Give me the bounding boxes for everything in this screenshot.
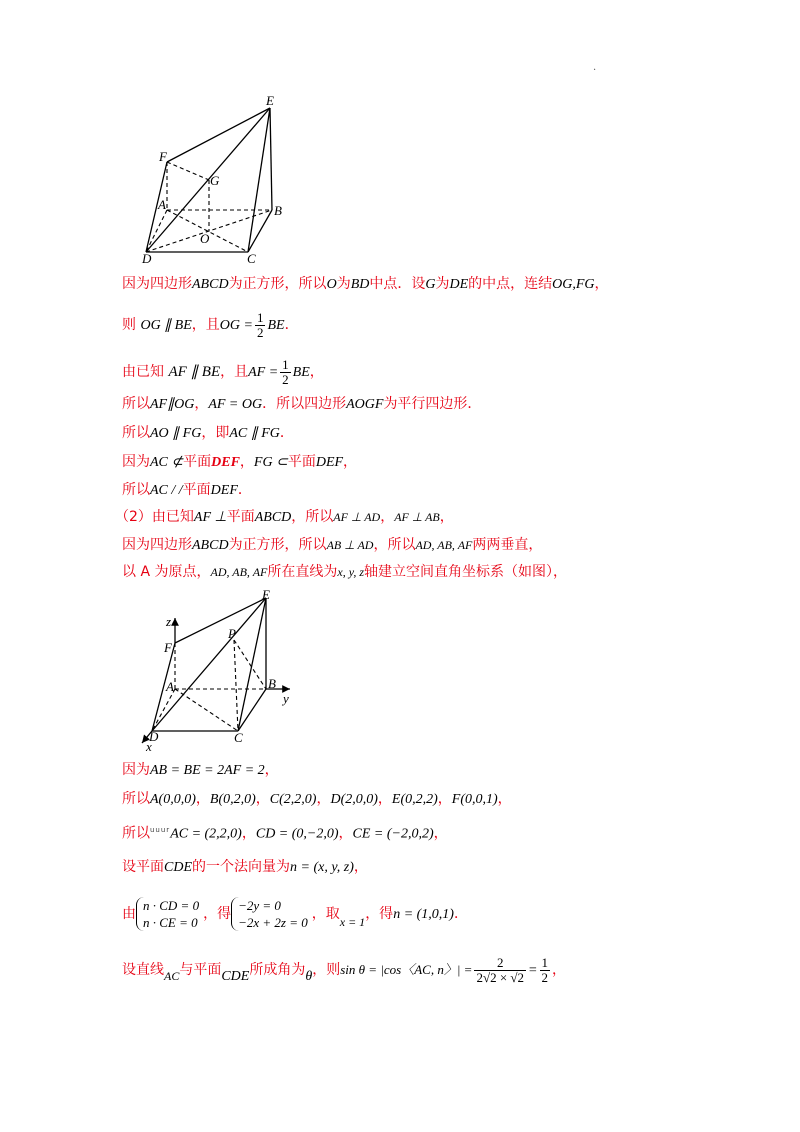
math: = — [528, 963, 538, 978]
text: ． — [279, 425, 294, 441]
text: 设直线 — [122, 962, 164, 978]
text: ， — [343, 454, 358, 470]
math: AO ∥ FG — [150, 426, 202, 441]
math: x = 1 — [339, 915, 366, 929]
text: 为平行四边形． — [383, 396, 482, 412]
figure-prism-1 — [130, 95, 300, 274]
text: 的中点，连结 — [468, 276, 553, 292]
math: E(0,2,2) — [391, 792, 438, 807]
math: AF ∥ BE — [168, 364, 221, 380]
math: AF ⊥ AD — [333, 510, 381, 524]
label-a: A — [158, 197, 166, 212]
text: 为 — [336, 276, 351, 292]
math: ABCD — [192, 277, 229, 292]
text: ， — [309, 364, 324, 380]
text: 两两垂直， — [472, 537, 543, 553]
text: ，得 — [365, 906, 394, 922]
text: 所以 — [122, 425, 150, 441]
text-line-14 — [122, 857, 368, 878]
label-f: F — [164, 640, 172, 655]
prism-diagram-2 — [130, 588, 320, 753]
math: O — [326, 277, 337, 292]
text: 因为四边形 — [122, 537, 192, 553]
math: C(2,2,0) — [269, 792, 317, 807]
text: ， — [380, 509, 395, 525]
text: 由已知 — [122, 364, 164, 380]
text: ．所以四边形 — [262, 396, 347, 412]
math: A(0,0,0) — [150, 792, 196, 807]
text: ， — [316, 791, 331, 807]
text: 所在直线为 — [267, 564, 338, 580]
text: 平面 — [287, 454, 316, 470]
math: DEF — [315, 455, 344, 470]
label-p: P — [228, 626, 236, 641]
text: ， — [377, 791, 392, 807]
math-bold: DEF — [211, 455, 240, 470]
fraction: $\frac{1}{2}$ — [256, 309, 264, 340]
math: AC ∥ FG — [229, 426, 280, 441]
text: 与平面 — [179, 962, 222, 978]
math: BD — [350, 277, 370, 292]
math: OG = — [219, 318, 253, 333]
text-line-7 — [122, 480, 252, 501]
text-line-5 — [122, 423, 294, 444]
math: AF = — [248, 365, 279, 380]
label-o: O — [200, 231, 210, 246]
text: ， — [255, 791, 270, 807]
math: CE = (−2,0,2) — [352, 826, 434, 842]
text: 所以 — [122, 482, 150, 498]
text: 由 — [122, 906, 136, 922]
math: OG,FG — [552, 277, 595, 292]
math: CDE — [164, 860, 192, 875]
text: ， — [194, 396, 209, 412]
text: ，且 — [220, 364, 249, 380]
text-line-8 — [115, 507, 454, 528]
text: ，即 — [201, 425, 230, 441]
text: 为正方形，所以 — [228, 537, 327, 553]
fraction: $\frac{1}{2}$ — [541, 954, 548, 985]
equation-system-2: −2y = 0 −2x + 2z = 0 — [231, 897, 312, 931]
text-line-9 — [122, 535, 542, 556]
text: 因为 — [122, 454, 150, 470]
text: 因为四边形 — [122, 276, 192, 292]
text: ． — [284, 317, 299, 333]
text: 平面 — [183, 454, 212, 470]
math: n = (x, y, z) — [290, 860, 354, 875]
text-line-6 — [122, 452, 357, 473]
label-b: B — [274, 203, 282, 218]
math: BE — [267, 318, 285, 333]
math: CDE — [221, 969, 250, 984]
axis-label-x: x — [146, 739, 152, 754]
text: ，取 — [311, 906, 340, 922]
text: 所以 — [122, 791, 150, 807]
math: CD = (0,−2,0) — [255, 826, 339, 842]
text: 平面 — [182, 482, 211, 498]
text: 为 — [435, 276, 450, 292]
text: 轴建立空间直角坐标系（如图）， — [364, 564, 568, 580]
math: BE — [292, 365, 310, 380]
math: AF∥OG — [150, 397, 195, 412]
text: ， — [552, 962, 566, 978]
math: AB = BE = 2AF = 2 — [150, 763, 265, 778]
label-e: E — [262, 587, 270, 602]
text: 平面 — [226, 509, 255, 525]
text-line-12 — [122, 789, 512, 810]
label-d: D — [149, 729, 159, 744]
math: n = (1,0,1) — [393, 907, 454, 922]
text: 设平面 — [122, 859, 164, 875]
axis-label-z: z — [166, 614, 172, 629]
text-line-13 — [122, 820, 448, 845]
prism-diagram-1 — [130, 95, 300, 270]
label-c: C — [247, 251, 256, 266]
label-g: G — [210, 173, 220, 188]
label-d: D — [142, 251, 152, 266]
text: ， — [594, 276, 609, 292]
math: x, y, z — [337, 565, 365, 579]
label-b: B — [268, 676, 276, 691]
text: ，得 — [203, 906, 232, 922]
math: ABCD — [254, 510, 292, 525]
page-dot: . — [593, 62, 597, 73]
label-a: A — [166, 679, 174, 694]
math: B(0,2,0) — [209, 792, 256, 807]
text: 的一个法向量为 — [192, 859, 290, 875]
text: ， — [437, 791, 452, 807]
text: ， — [195, 791, 210, 807]
math: AC ⊄ — [150, 455, 184, 470]
axis-label-y: y — [283, 691, 289, 706]
text: ， — [239, 454, 254, 470]
label-e: E — [266, 93, 274, 108]
figure-prism-2 — [130, 588, 320, 757]
text: ， — [338, 825, 353, 842]
label-c: C — [234, 730, 243, 745]
equation-system-1: n · CD = 0 n · CE = 0 — [136, 897, 203, 931]
text: （2）由已知 — [115, 509, 194, 525]
text: 中点．设 — [369, 276, 426, 292]
text: 为正方形，所以 — [228, 276, 327, 292]
math: AD, AB, AF — [415, 538, 473, 552]
math: F(0,0,1) — [451, 792, 498, 807]
text: 因为 — [122, 762, 150, 778]
math: AF = OG — [208, 397, 263, 412]
math: DE — [449, 277, 469, 292]
math: FG ⊂ — [253, 455, 288, 470]
text: 以 A 为原点， — [122, 564, 211, 580]
math: OG ∥ BE — [140, 318, 192, 333]
text: ， — [241, 825, 256, 842]
math: AOGF — [346, 397, 384, 412]
text-line-4 — [122, 394, 481, 415]
vector-mark: uuur — [150, 826, 171, 834]
text: 则 — [122, 317, 136, 333]
text: ， — [264, 762, 279, 778]
math: DEF — [210, 483, 238, 498]
math: AC = (2,2,0) — [170, 826, 242, 842]
text: ，所以 — [291, 509, 334, 525]
math: ABCD — [192, 538, 229, 553]
text-line-11 — [122, 760, 279, 781]
fraction: $\frac{2}{2√2 \times √2}$ — [476, 954, 525, 985]
math: AF ⊥ AB — [394, 510, 440, 524]
text: ， — [439, 509, 454, 525]
text-line-1 — [122, 274, 609, 295]
math: sin θ = |cos〈AC, n〉| = — [340, 962, 473, 977]
math: AC / / — [150, 483, 183, 498]
text: 所以 — [122, 396, 150, 412]
text: 所以 — [122, 825, 150, 842]
label-f: F — [159, 149, 167, 164]
text-line-3 — [122, 355, 324, 390]
text: ， — [497, 791, 512, 807]
math: AB ⊥ AD — [326, 538, 374, 552]
text-line-16 — [122, 952, 566, 989]
text: ． — [237, 482, 252, 498]
text: ，所以 — [373, 537, 416, 553]
text: ，且 — [191, 317, 220, 333]
fraction: $\frac{1}{2}$ — [282, 356, 289, 387]
text: ，则 — [312, 962, 341, 978]
text: ． — [453, 906, 468, 922]
text: ， — [433, 825, 448, 842]
math: D(2,0,0) — [330, 792, 378, 807]
math: AD, AB, AF — [210, 565, 268, 579]
math: AF ⊥ — [193, 510, 227, 525]
text-line-2 — [122, 308, 299, 343]
math: AC — [164, 969, 180, 983]
math: G — [425, 277, 436, 292]
text: ， — [353, 859, 368, 875]
text-line-15 — [122, 894, 468, 935]
text: 所成角为 — [249, 962, 306, 978]
text-line-10 — [122, 562, 567, 582]
math: θ — [305, 969, 313, 984]
